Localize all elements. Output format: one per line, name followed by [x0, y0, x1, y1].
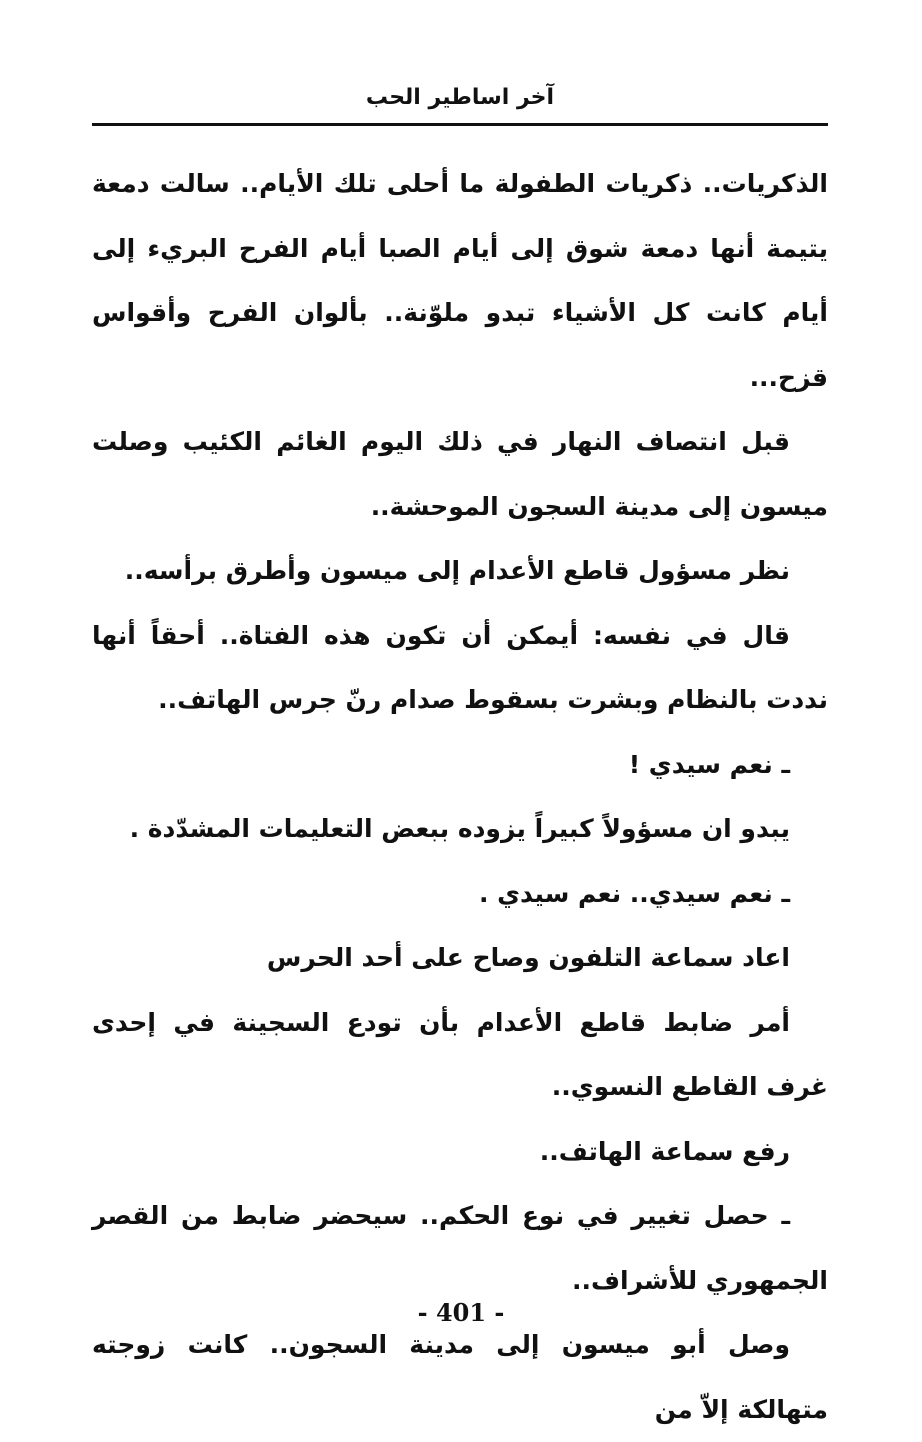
- paragraph: يبدو ان مسؤولاً كبيراً يزوده ببعض التعليمات المشدّدة .: [129, 814, 790, 843]
- dialogue-line: ـ حصل تغيير في نوع الحكم.. سيحضر ضابط من القصر الجمهوري للأشراف..: [92, 1201, 828, 1295]
- dialogue-line: ـ نعم سيدي.. نعم سيدي .: [478, 878, 790, 908]
- header-rule: [92, 123, 828, 126]
- paragraph: قبل انتصاف النهار في ذلك اليوم الغائم الكئيب وصلت ميسون إلى مدينة السجون الموحشة..: [92, 427, 828, 521]
- page-number: - 401 -: [417, 1298, 505, 1327]
- paragraph: رفع سماعة الهاتف..: [539, 1136, 790, 1166]
- paragraph: اعاد سماعة التلفون وصاح على أحد الحرس: [266, 943, 790, 972]
- running-header-title: آخر اساطير الحب: [365, 85, 555, 110]
- paragraph: قال في نفسه: أيمكن أن تكون هذه الفتاة.. أحقاً أنها نددت بالنظام وبشرت بسقوط صدام رنّ جرس الهاتف..: [92, 620, 828, 714]
- paragraph: نظر مسؤول قاطع الأعدام إلى ميسون وأطرق برأسه..: [124, 556, 790, 585]
- paragraph: أمر ضابط قاطع الأعدام بأن تودع السجينة في إحدى غرف القاطع النسوي..: [92, 1007, 828, 1101]
- dialogue-line: ـ نعم سيدي !: [628, 749, 790, 779]
- body-text: [92, 152, 828, 1442]
- paragraph: وصل أبو ميسون إلى مدينة السجون.. كانت زوجته متهالكة إلاّ من: [92, 1330, 828, 1424]
- paragraph: الذكريات.. ذكريات الطفولة ما أحلى تلك الأيام.. سالت دمعة يتيمة أنها دمعة شوق إلى أيام الصبا أيام الفرح البريء إلى أيام كانت كل الأشياء تبدو ملوّنة.. بألوان الفرح وأقواس قزح...: [92, 169, 828, 392]
